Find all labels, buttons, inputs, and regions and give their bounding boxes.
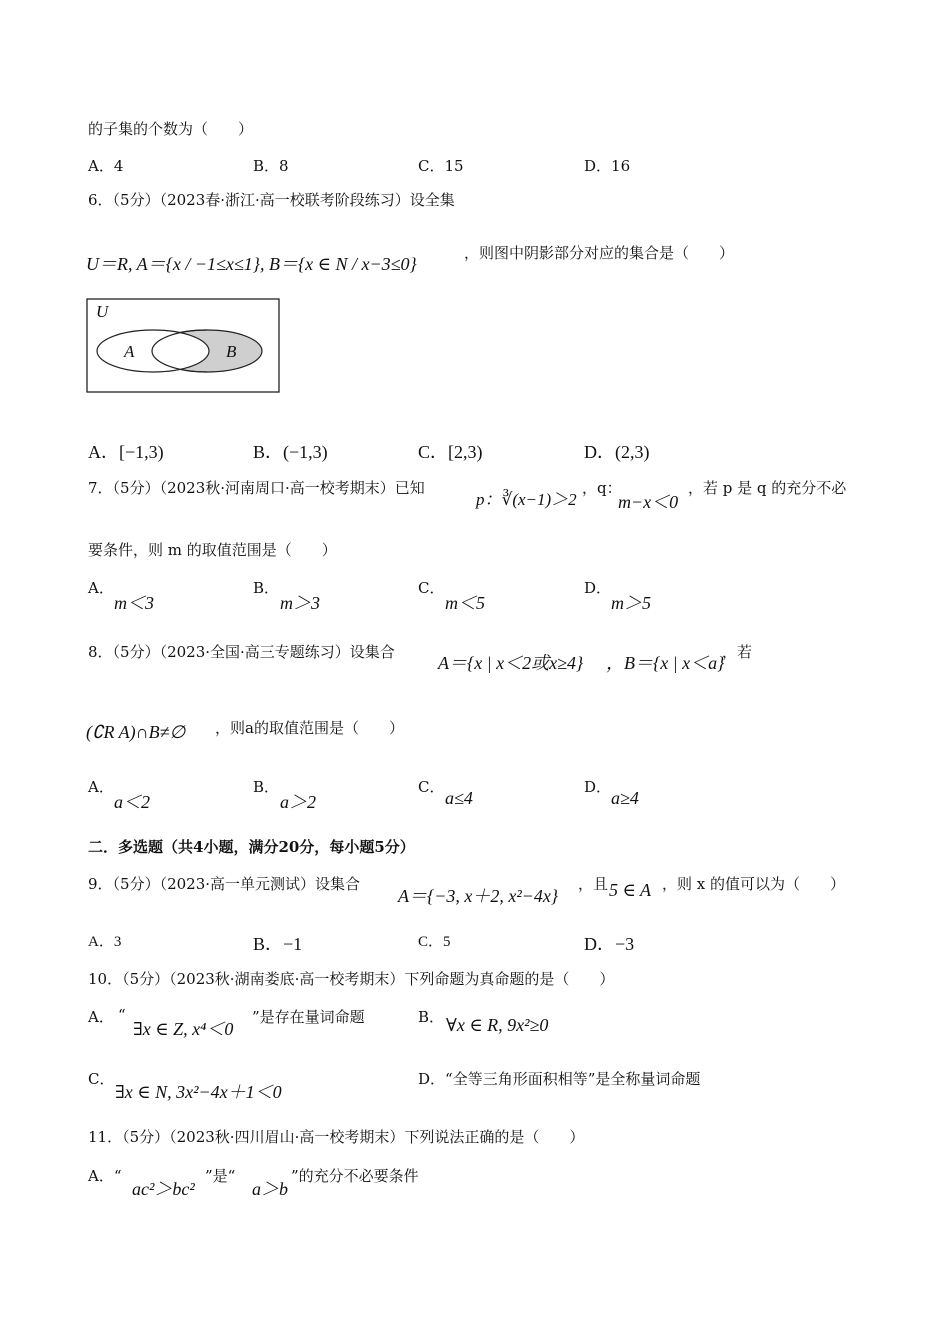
- q11-head: 11．（5分）（2023秋·四川眉山·高一校考期末）下列说法正确的是（ ）: [88, 1128, 585, 1146]
- q6-option-c: C．[2,3): [418, 442, 483, 462]
- q5-option-d: D．16: [584, 157, 631, 175]
- venn-label-a: A: [124, 342, 135, 361]
- q9-option-c: C．5: [418, 934, 451, 950]
- q11-option-a-expr1: ac²＞bc²: [132, 1179, 195, 1199]
- q7-option-a: m＜3: [114, 593, 154, 613]
- q6-option-d: D．(2,3): [584, 442, 650, 462]
- q8-option-b-letter: B．: [253, 778, 280, 796]
- q10-option-d: D．“全等三角形面积相等”是全称量词命题: [418, 1070, 701, 1088]
- q10-head: 10．（5分）（2023秋·湖南娄底·高一校考期末）下列命题为真命题的是（ ）: [88, 970, 615, 988]
- q8-option-d-letter: D．: [584, 778, 612, 796]
- q9-option-d: D．−3: [584, 934, 635, 954]
- q10-option-b-letter: B．: [418, 1008, 445, 1026]
- q11-option-a-tail: ”的充分不必要条件: [291, 1167, 419, 1185]
- q8-option-b: a＞2: [280, 792, 316, 812]
- q7-option-b: m＞3: [280, 593, 320, 613]
- q8-tail2: ，则a的取值范围是（ ）: [215, 719, 404, 737]
- q10-option-a-quote: “: [118, 1006, 126, 1024]
- q10-option-a-letter: A．: [88, 1008, 114, 1026]
- q8-set-b: ，B＝{x | x＜a}: [606, 653, 725, 673]
- q6-option-b: B．(−1,3): [253, 442, 328, 462]
- q9-option-b: B．−1: [253, 934, 303, 954]
- q8-option-c: a≤4: [445, 788, 473, 808]
- q6-set-expr: U＝R, A＝{x / −1≤x≤1}, B＝{x ∈ N / x−3≤0}: [86, 254, 417, 274]
- q11-option-a-mid: ”是“: [205, 1167, 236, 1185]
- q10-option-b-expr: ∀x ∈ R, 9x²≥0: [446, 1015, 549, 1035]
- q8-set-a: A＝{x | x＜2或x≥4}: [438, 653, 584, 673]
- q7-option-a-letter: A．: [88, 579, 114, 597]
- q8-option-a-letter: A．: [88, 778, 114, 796]
- section-2-heading: 二．多选题（共4小题，满分20分，每小题5分）: [88, 838, 415, 856]
- q7-tail: ，若 p 是 q 的充分不必: [688, 479, 847, 497]
- q9-set-a: A＝{−3, x＋2, x²−4x}: [398, 886, 559, 906]
- q9-mid: ，且: [578, 875, 609, 893]
- q7-line2: 要条件，则 m 的取值范围是（ ）: [88, 541, 337, 559]
- q7-p-expr: p：∛(x−1)＞2: [476, 490, 577, 509]
- q7-option-b-letter: B．: [253, 579, 280, 597]
- q9-tail: ，则 x 的值可以为（ ）: [662, 875, 845, 893]
- q8-option-d: a≥4: [611, 788, 639, 808]
- q7-option-c: m＜5: [445, 593, 485, 613]
- q9-head: 9．（5分）（2023·高一单元测试）设集合: [88, 875, 361, 893]
- venn-label-u: U: [96, 302, 109, 321]
- q10-option-c-letter: C．: [88, 1070, 115, 1088]
- venn-set-a-ellipse: [97, 330, 209, 372]
- q6-option-a: A．[−1,3): [88, 442, 164, 462]
- q11-option-a-letter: A．“: [88, 1167, 122, 1185]
- q8-head: 8．（5分）（2023·全国·高三专题练习）设集合: [88, 643, 395, 661]
- q5-option-a: A．4: [88, 157, 124, 175]
- q10-option-a-expr: ∃x ∈ Z, x⁴＜0: [133, 1019, 234, 1039]
- venn-diagram: [86, 298, 282, 394]
- q9-option-a: A．3: [88, 934, 122, 950]
- q5-option-b: B．8: [253, 157, 289, 175]
- q8-option-a: a＜2: [114, 792, 150, 812]
- q7-option-d-letter: D．: [584, 579, 612, 597]
- q7-q-expr: m−x＜0: [618, 492, 679, 512]
- q10-option-c-expr: ∃x ∈ N, 3x²−4x＋1＜0: [115, 1082, 282, 1102]
- q7-option-d: m＞5: [611, 593, 651, 613]
- q6-head: 6．（5分）（2023春·浙江·高一校联考阶段练习）设全集: [88, 191, 455, 209]
- q11-option-a-expr2: a＞b: [252, 1179, 288, 1199]
- q7-q-label: ，q：: [582, 479, 622, 497]
- q5-option-c: C．15: [418, 157, 464, 175]
- q8-condition: (∁R A)∩B≠∅: [86, 722, 186, 742]
- q7-head: 7．（5分）（2023秋·河南周口·高一校考期末）已知: [88, 479, 425, 497]
- q8-option-c-letter: C．: [418, 778, 445, 796]
- q5-tail: 的子集的个数为（ ）: [88, 120, 254, 138]
- q8-tail: ，若: [722, 643, 753, 661]
- q6-tail: ，则图中阴影部分对应的集合是（ ）: [464, 244, 735, 262]
- venn-label-b: B: [226, 342, 237, 361]
- q9-condition: 5 ∈ A: [609, 880, 651, 900]
- q7-option-c-letter: C．: [418, 579, 445, 597]
- q10-option-a-tail: ”是存在量词命题: [252, 1008, 365, 1026]
